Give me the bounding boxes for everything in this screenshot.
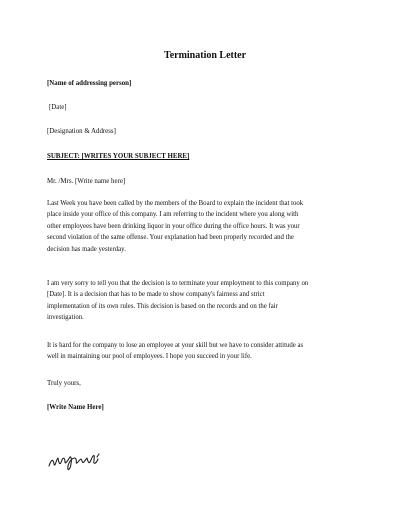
- paragraph-1: [47, 198, 377, 255]
- salutation: Mr. /Mrs. [Write name here]: [47, 178, 126, 185]
- designation-address: [Designation & Address]: [47, 128, 116, 135]
- paragraph-2: [47, 278, 377, 324]
- signature-image: [47, 448, 117, 474]
- paragraph-1-line: second violation of the same offense. Your explanation had been properly recorded and the: [47, 234, 294, 242]
- paragraph-2-line: [Date]. It is a decision that has to be made to show company's fairness and strict: [47, 291, 265, 299]
- paragraph-1-line: other employees have been drinking liquor in your office during the office hours. It was your: [47, 222, 300, 230]
- closing: Truly yours,: [47, 380, 81, 387]
- paragraph-3-line: well in maintaining our pool of employees. I hope you succeed in your life.: [47, 353, 252, 361]
- paragraph-1-line: Last Week you have been called by the members of the Board to explain the incident that took: [47, 200, 304, 207]
- letter-title: Termination Letter: [163, 50, 247, 61]
- addressee: [Name of addressing person]: [47, 80, 132, 87]
- date-field: [Date]: [49, 104, 67, 111]
- subject-line: SUBJECT: [WRITES YOUR SUBJECT HERE]: [47, 153, 190, 160]
- paragraph-3: [47, 340, 377, 363]
- paragraph-2-line: investigation.: [47, 314, 84, 322]
- paragraph-1-line: decision has made yesterday.: [47, 245, 126, 253]
- paragraph-2-line: I am very sorry to tell you that the decision is to terminate your employment to this company on: [47, 280, 309, 287]
- paragraph-2-line: implementation of its own rules. This decision is based on the records and on the fair: [47, 302, 278, 310]
- paragraph-1-line: place inside your office of this company. I am referring to the incident where you along with: [47, 211, 299, 219]
- paragraph-3-line: It is hard for the company to lose an employee at your skill but we have to consider attitude as: [47, 342, 304, 349]
- signer-name: [Write Name Here]: [47, 404, 104, 411]
